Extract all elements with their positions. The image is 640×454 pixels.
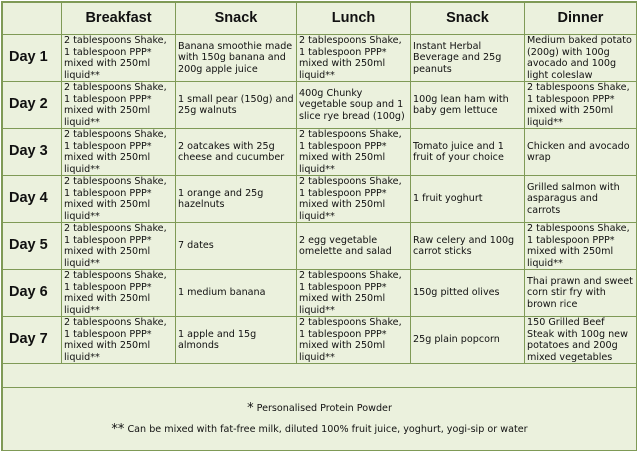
meal-cell-dinner: Medium baked potato (200g) with 100g avocado and 100g light coleslaw — [525, 35, 637, 82]
day-row — [3, 35, 637, 82]
day-row — [3, 176, 637, 223]
header-snack-1: Snack — [176, 3, 297, 35]
footnote-1-marker: * — [247, 400, 254, 416]
meal-cell-snack-1: 1 small pear (150g) and 25g walnuts — [176, 82, 297, 129]
meal-cell-breakfast: 2 tablespoons Shake, 1 tablespoon PPP* mixed with 250ml liquid** — [62, 223, 176, 270]
meal-cell-lunch: 2 tablespoons Shake, 1 tablespoon PPP* mixed with 250ml liquid** — [297, 176, 411, 223]
meal-plan-frame — [1, 1, 637, 451]
meal-cell-breakfast: 2 tablespoons Shake, 1 tablespoon PPP* mixed with 250ml liquid** — [62, 35, 176, 82]
meal-cell-lunch: 2 tablespoons Shake, 1 tablespoon PPP* mixed with 250ml liquid** — [297, 35, 411, 82]
meal-cell-snack-2: 25g plain popcorn — [411, 317, 525, 364]
header-dinner: Dinner — [525, 3, 637, 35]
day-label: Day 6 — [3, 270, 62, 317]
meal-cell-snack-2: 150g pitted olives — [411, 270, 525, 317]
spacer-row — [3, 364, 637, 388]
meal-cell-dinner: Grilled salmon with asparagus and carrots — [525, 176, 637, 223]
meal-cell-breakfast: 2 tablespoons Shake, 1 tablespoon PPP* mixed with 250ml liquid** — [62, 270, 176, 317]
meal-cell-snack-1: 1 medium banana — [176, 270, 297, 317]
header-lunch: Lunch — [297, 3, 411, 35]
meal-cell-breakfast: 2 tablespoons Shake, 1 tablespoon PPP* mixed with 250ml liquid** — [62, 82, 176, 129]
meal-cell-dinner: 150 Grilled Beef Steak with 100g new potatoes and 200g mixed vegetables — [525, 317, 637, 364]
meal-cell-lunch: 2 tablespoons Shake, 1 tablespoon PPP* mixed with 250ml liquid** — [297, 129, 411, 176]
meal-cell-snack-2: Tomato juice and 1 fruit of your choice — [411, 129, 525, 176]
footnotes-cell — [3, 388, 637, 451]
day-label: Day 7 — [3, 317, 62, 364]
meal-cell-lunch: 2 tablespoons Shake, 1 tablespoon PPP* mixed with 250ml liquid** — [297, 317, 411, 364]
meal-cell-dinner: Thai prawn and sweet corn stir fry with brown rice — [525, 270, 637, 317]
meal-cell-lunch: 2 tablespoons Shake, 1 tablespoon PPP* mixed with 250ml liquid** — [297, 270, 411, 317]
day-row — [3, 270, 637, 317]
day-row — [3, 317, 637, 364]
meal-cell-snack-1: Banana smoothie made with 150g banana and 200g apple juice — [176, 35, 297, 82]
spacer-cell — [3, 364, 637, 388]
meal-cell-snack-2: 100g lean ham with baby gem lettuce — [411, 82, 525, 129]
day-label: Day 4 — [3, 176, 62, 223]
meal-cell-snack-1: 2 oatcakes with 25g cheese and cucumber — [176, 129, 297, 176]
header-snack-2: Snack — [411, 3, 525, 35]
corner-cell — [3, 3, 62, 35]
meal-cell-dinner: Chicken and avocado wrap — [525, 129, 637, 176]
meal-plan-table — [2, 2, 637, 451]
header-breakfast: Breakfast — [62, 3, 176, 35]
meal-cell-snack-2: Instant Herbal Beverage and 25g peanuts — [411, 35, 525, 82]
footnote-2-text: Can be mixed with fat-free milk, diluted 100% fruit juice, yoghurt, yogi-sip or water — [127, 424, 528, 435]
day-label: Day 2 — [3, 82, 62, 129]
meal-cell-breakfast: 2 tablespoons Shake, 1 tablespoon PPP* mixed with 250ml liquid** — [62, 317, 176, 364]
day-row — [3, 223, 637, 270]
meal-cell-snack-2: 1 fruit yoghurt — [411, 176, 525, 223]
meal-cell-dinner: 2 tablespoons Shake, 1 tablespoon PPP* mixed with 250ml liquid** — [525, 82, 637, 129]
day-label: Day 3 — [3, 129, 62, 176]
footnotes-row — [3, 388, 637, 451]
meal-cell-breakfast: 2 tablespoons Shake, 1 tablespoon PPP* mixed with 250ml liquid** — [62, 129, 176, 176]
footnote-2-marker: ** — [111, 422, 125, 437]
meal-cell-snack-1: 1 orange and 25g hazelnuts — [176, 176, 297, 223]
day-label: Day 5 — [3, 223, 62, 270]
footnote-1-text: Personalised Protein Powder — [256, 402, 392, 414]
meal-cell-breakfast: 2 tablespoons Shake, 1 tablespoon PPP* mixed with 250ml liquid** — [62, 176, 176, 223]
meal-cell-snack-2: Raw celery and 100g carrot sticks — [411, 223, 525, 270]
meal-cell-lunch: 2 egg vegetable omelette and salad — [297, 223, 411, 270]
footnote-1 — [3, 400, 636, 416]
footnote-2 — [3, 424, 636, 436]
day-row — [3, 82, 637, 129]
meal-cell-lunch: 400g Chunky vegetable soup and 1 slice rye bread (100g) — [297, 82, 411, 129]
meal-cell-snack-1: 1 apple and 15g almonds — [176, 317, 297, 364]
day-row — [3, 129, 637, 176]
meal-cell-snack-1: 7 dates — [176, 223, 297, 270]
header-row — [3, 3, 637, 35]
meal-cell-dinner: 2 tablespoons Shake, 1 tablespoon PPP* mixed with 250ml liquid** — [525, 223, 637, 270]
day-label: Day 1 — [3, 35, 62, 82]
